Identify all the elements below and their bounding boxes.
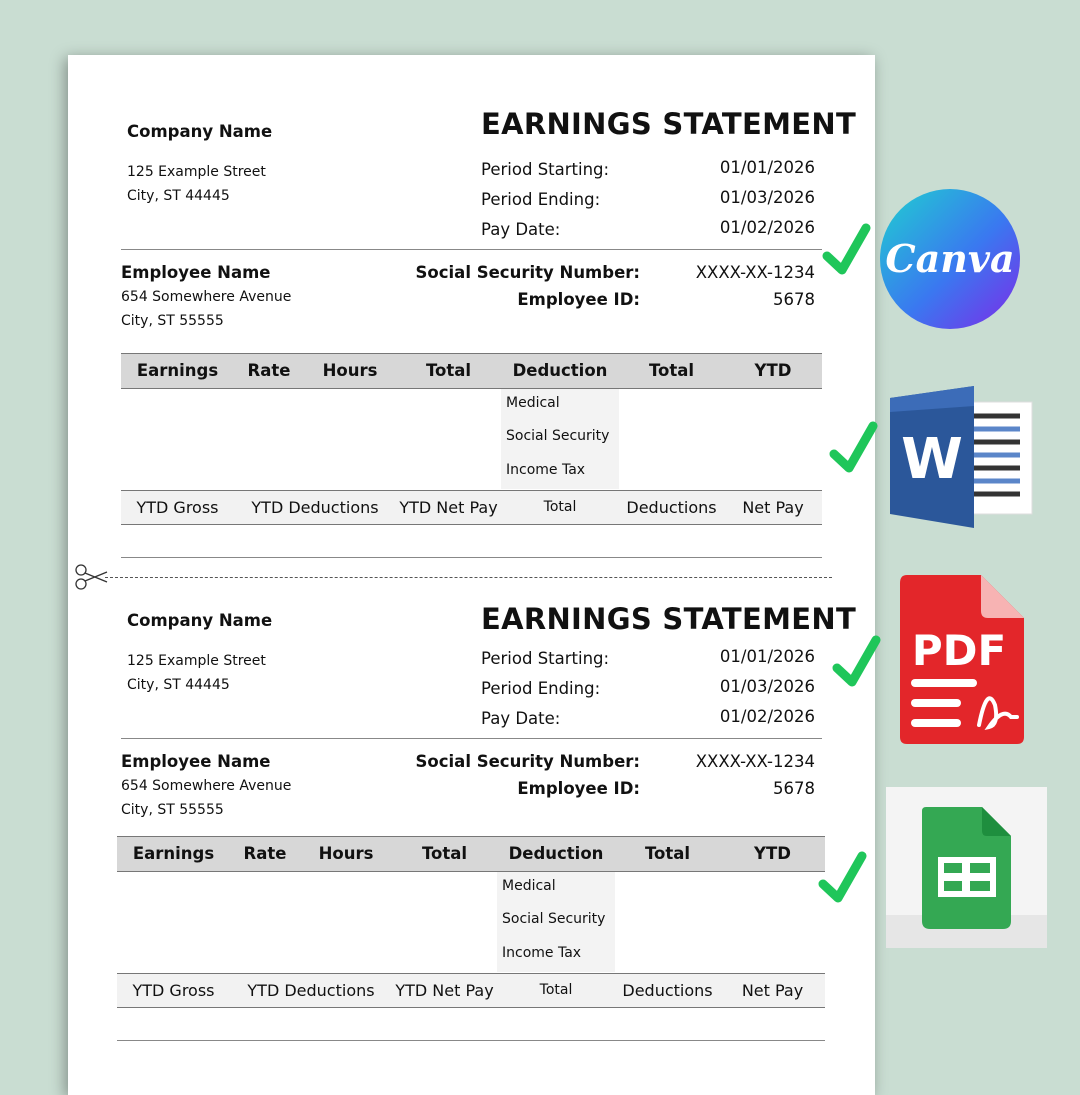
paystub-sheet <box>68 55 875 1095</box>
summary-ytd-net-pay: YTD Net Pay <box>399 498 498 517</box>
ssn-label: Social Security Number: <box>415 263 640 282</box>
pdf-logo-icon <box>899 575 1025 745</box>
employee-street: 654 Somewhere Avenue <box>121 289 292 305</box>
deduction-social-security: Social Security <box>506 428 610 444</box>
header-total: Total <box>421 844 468 863</box>
period-ending-label: Period Ending: <box>481 190 601 209</box>
period-ending-value: 01/03/2026 <box>719 188 815 207</box>
deduction-income-tax: Income Tax <box>502 945 582 961</box>
period-starting-label: Period Starting: <box>481 160 610 179</box>
divider <box>121 249 822 250</box>
deduction-list <box>497 872 615 972</box>
canva-logo-icon <box>879 188 1021 330</box>
employee-name: Employee Name <box>121 263 271 282</box>
company-city: City, ST 44445 <box>127 677 230 693</box>
ssn-value: XXXX-XX-1234 <box>695 263 815 282</box>
table-header-row <box>121 353 822 389</box>
company-name: Company Name <box>127 122 273 141</box>
check-icon <box>822 222 872 280</box>
employee-id-label: Employee ID: <box>517 779 640 798</box>
pay-date-value: 01/02/2026 <box>719 218 815 237</box>
header-total: Total <box>425 361 472 380</box>
summary-deductions: Deductions <box>626 498 717 517</box>
check-icon <box>829 420 879 478</box>
ssn-value: XXXX-XX-1234 <box>695 752 815 771</box>
header-deduction: Deduction <box>508 844 604 863</box>
pay-date-value: 01/02/2026 <box>719 707 815 726</box>
statement-title: EARNINGS STATEMENT <box>481 107 857 141</box>
divider <box>121 738 822 739</box>
header-ytd: YTD <box>754 361 792 380</box>
ssn-label: Social Security Number: <box>415 752 640 771</box>
period-starting-label: Period Starting: <box>481 649 610 668</box>
header-ytd: YTD <box>754 844 791 863</box>
header-rate: Rate <box>243 844 287 863</box>
word-letter: W <box>901 427 963 492</box>
summary-total: Total <box>543 499 577 515</box>
scissors-icon <box>73 562 109 592</box>
header-deduction-total: Total <box>644 844 691 863</box>
header-hours: Hours <box>318 844 374 863</box>
header-earnings: Earnings <box>136 361 219 380</box>
employee-name: Employee Name <box>121 752 271 771</box>
check-icon <box>818 850 868 908</box>
period-ending-label: Period Ending: <box>481 679 601 698</box>
period-ending-value: 01/03/2026 <box>719 677 815 696</box>
canva-wordmark: Canva <box>885 236 1015 281</box>
deduction-income-tax: Income Tax <box>506 462 586 478</box>
header-rate: Rate <box>247 361 291 380</box>
summary-ytd-deductions: YTD Deductions <box>251 498 379 517</box>
deduction-medical: Medical <box>502 878 556 894</box>
summary-deductions: Deductions <box>622 981 713 1000</box>
employee-id-value: 5678 <box>773 290 815 309</box>
company-street: 125 Example Street <box>127 164 266 180</box>
deduction-list <box>501 389 619 489</box>
summary-net-pay: Net Pay <box>742 498 804 517</box>
deduction-medical: Medical <box>506 395 560 411</box>
google-sheets-logo-icon <box>886 787 1047 948</box>
word-logo-icon <box>890 386 1033 529</box>
pdf-wordmark: PDF <box>911 626 1007 675</box>
employee-id-label: Employee ID: <box>517 290 640 309</box>
header-deduction-total: Total <box>648 361 695 380</box>
table-header-row <box>117 836 825 872</box>
earnings-statement-1 <box>68 55 875 545</box>
cut-line <box>105 577 832 578</box>
employee-id-value: 5678 <box>773 779 815 798</box>
statement-title: EARNINGS STATEMENT <box>481 602 857 636</box>
header-hours: Hours <box>322 361 378 380</box>
earnings-statement-2 <box>68 544 875 1034</box>
period-starting-value: 01/01/2026 <box>719 158 815 177</box>
employee-city: City, ST 55555 <box>121 802 224 818</box>
period-starting-value: 01/01/2026 <box>719 647 815 666</box>
summary-ytd-gross: YTD Gross <box>136 498 219 517</box>
pay-date-label: Pay Date: <box>481 709 561 728</box>
employee-street: 654 Somewhere Avenue <box>121 778 292 794</box>
table-summary-row <box>121 490 822 525</box>
deduction-social-security: Social Security <box>502 911 606 927</box>
header-earnings: Earnings <box>132 844 215 863</box>
summary-ytd-net-pay: YTD Net Pay <box>395 981 494 1000</box>
check-icon <box>832 634 882 692</box>
employee-city: City, ST 55555 <box>121 313 224 329</box>
pay-date-label: Pay Date: <box>481 220 561 239</box>
company-street: 125 Example Street <box>127 653 266 669</box>
bottom-rule <box>117 1040 825 1041</box>
summary-total: Total <box>539 982 573 998</box>
earnings-table <box>117 836 825 1041</box>
company-city: City, ST 44445 <box>127 188 230 204</box>
earnings-table <box>121 353 822 558</box>
summary-net-pay: Net Pay <box>741 981 804 1000</box>
header-deduction: Deduction <box>512 361 608 380</box>
table-summary-row <box>117 973 825 1008</box>
summary-ytd-gross: YTD Gross <box>132 981 215 1000</box>
company-name: Company Name <box>127 611 273 630</box>
summary-ytd-deductions: YTD Deductions <box>247 981 375 1000</box>
